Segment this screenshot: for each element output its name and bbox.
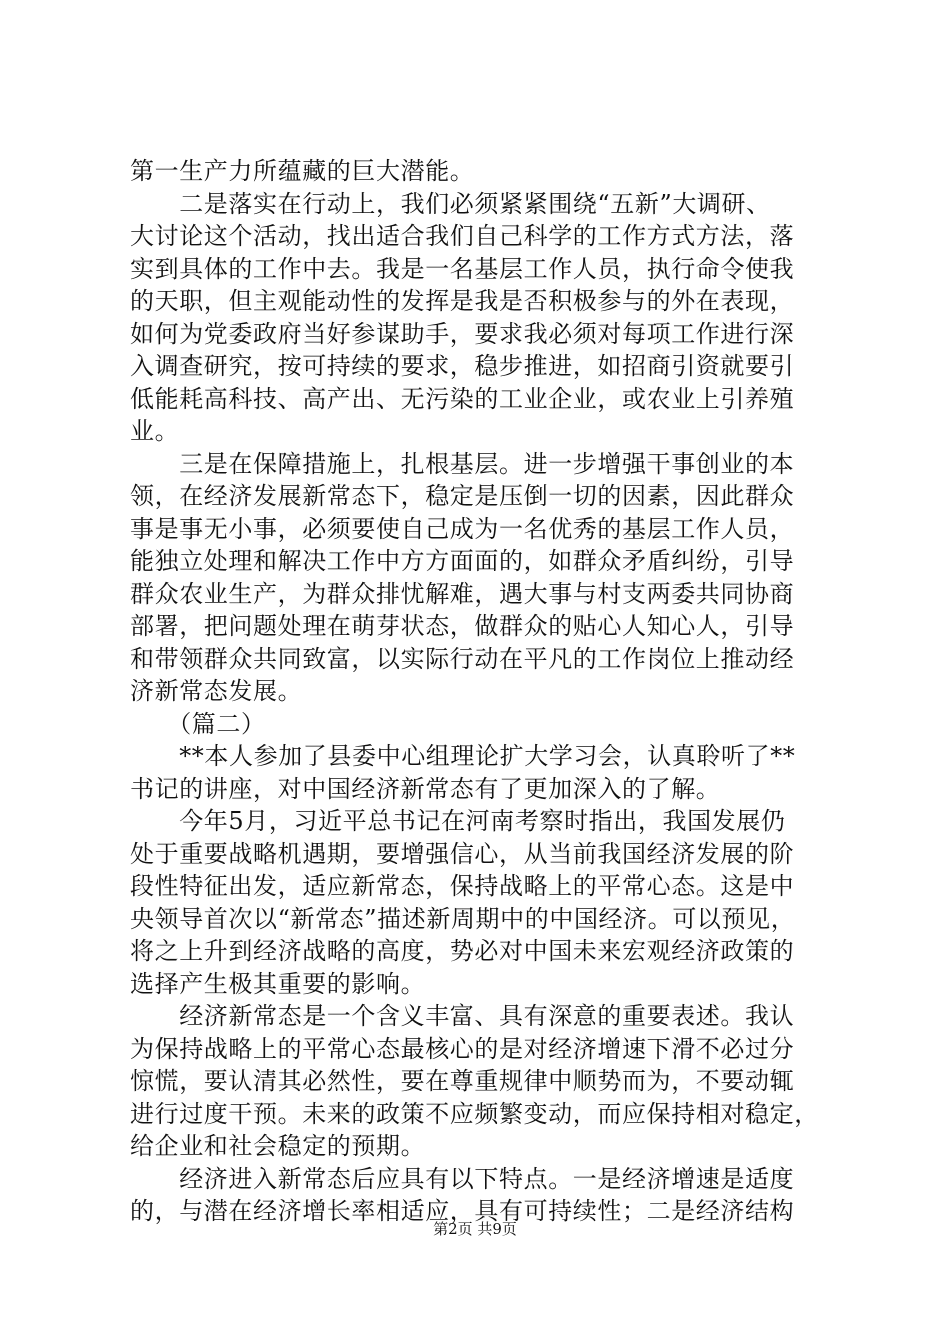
page-footer: 第2页 共9页 — [433, 1220, 517, 1238]
document-body — [130, 155, 830, 1228]
text-line: 今年5月，习近平总书记在河南考察时指出，我国发展仍 — [130, 807, 786, 835]
text-line: 如何为党委政府当好参谋助手，要求我必须对每项工作进行深 — [130, 319, 795, 348]
text-line: 低能耗高科技、高产出、无污染的工业企业，或农业上引养殖 — [130, 384, 795, 413]
text-line: 的，与潜在经济增长率相适应，具有可持续性；二是经济结构 — [130, 1197, 795, 1225]
text-line: 能独立处理和解决工作中方方面面的，如群众矛盾纠纷，引导 — [130, 547, 795, 575]
text-line: 和带领群众共同致富，以实际行动在平凡的工作岗位上推动经 — [130, 644, 795, 673]
text-line: 为保持战略上的平常心态最核心的是对经济增速下滑不必过分 — [130, 1034, 795, 1063]
text-line: 群众农业生产，为群众排忧解难，遇大事与村支两委共同协商 — [130, 579, 795, 608]
text-line: 实到具体的工作中去。我是一名基层工作人员，执行命令使我 — [130, 254, 795, 283]
text-line: 领，在经济发展新常态下，稳定是压倒一切的因素，因此群众 — [130, 482, 795, 510]
text-line: 处于重要战略机遇期，要增强信心，从当前我国经济发展的阶 — [130, 839, 795, 868]
text-line: 将之上升到经济战略的高度，势必对中国未来宏观经济政策的 — [130, 937, 795, 965]
text-line: 选择产生极其重要的影响。 — [130, 969, 426, 998]
text-line: 入调查研究，按可持续的要求，稳步推进，如招商引资就要引 — [130, 352, 795, 380]
text-line: 书记的讲座，对中国经济新常态有了更加深入的了解。 — [130, 774, 721, 803]
text-line: 三是在保障措施上，扎根基层。进一步增强干事创业的本 — [130, 449, 795, 478]
text-line: 二是落实在行动上，我们必须紧紧围绕“五新”大调研、 — [130, 189, 771, 218]
text-line: **本人参加了县委中心组理论扩大学习会，认真聆听了** — [130, 742, 796, 770]
text-line: 事是事无小事，必须要使自己成为一名优秀的基层工作人员， — [130, 514, 795, 543]
text-line: 经济进入新常态后应具有以下特点。一是经济增速是适度 — [130, 1164, 795, 1193]
text-line: 部署，把问题处理在萌芽状态，做群众的贴心人知心人，引导 — [130, 612, 795, 640]
text-line: 大讨论这个活动，找出适合我们自己科学的工作方式方法，落 — [130, 222, 795, 250]
text-line: 惊慌，要认清其必然性，要在尊重规律中顺势而为，不要动辄 — [130, 1067, 795, 1095]
text-line: 第一生产力所蕴藏的巨大潜能。 — [130, 157, 475, 185]
text-line: 济新常态发展。 — [130, 677, 303, 705]
text-line: 央领导首次以“新常态”描述新周期中的中国经济。可以预见， — [130, 904, 796, 933]
text-line: 经济新常态是一个含义丰富、具有深意的重要表述。我认 — [130, 1002, 795, 1030]
text-line: 业。 — [130, 417, 180, 445]
text-line: 段性特征出发，适应新常态，保持战略上的平常心态。这是中 — [130, 872, 795, 900]
text-line: 给企业和社会稳定的预期。 — [130, 1132, 426, 1160]
text-line: 的天职，但主观能动性的发挥是我是否积极参与的外在表现， — [130, 287, 795, 315]
text-line: （篇二） — [130, 709, 266, 738]
text-line: 进行过度干预。未来的政策不应频繁变动，而应保持相对稳定， — [130, 1099, 819, 1128]
